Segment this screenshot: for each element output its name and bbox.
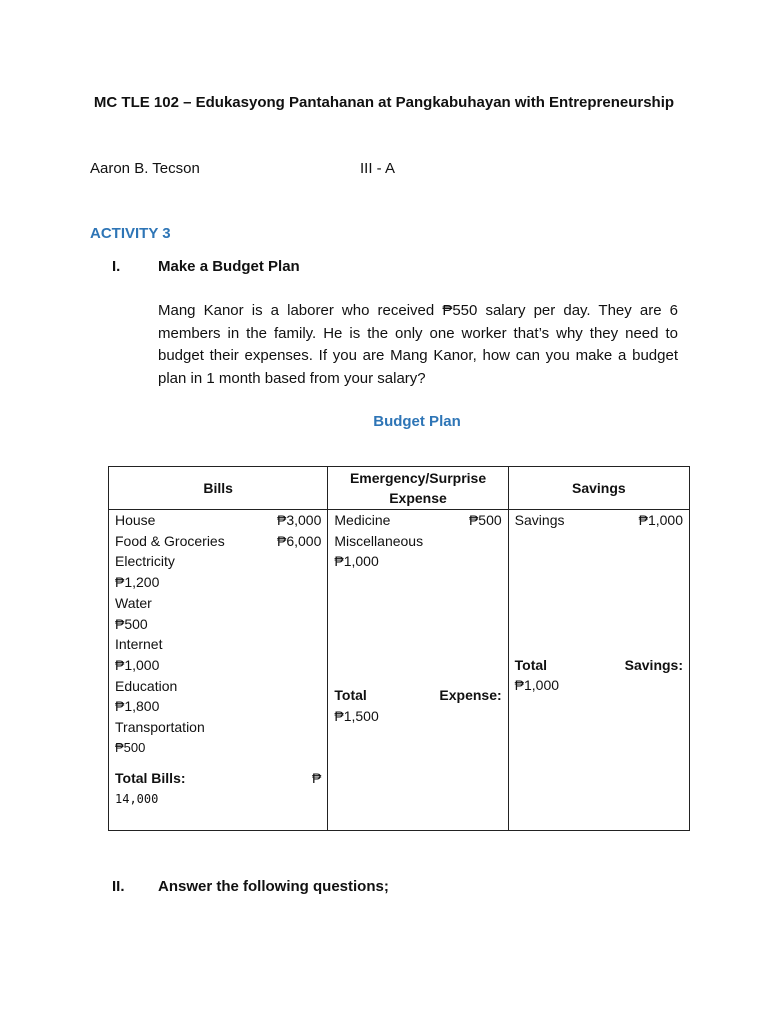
- part2-numeral: II.: [112, 878, 125, 895]
- bills-total-value: 14,000: [115, 792, 159, 807]
- bill-label: Internet: [115, 636, 163, 653]
- class-section: III - A: [360, 160, 396, 177]
- problem-paragraph: Mang Kanor is a laborer who received ₱550 salary per day. They are 6 members in the family. He is the only one worker that’s why they need to budget their expenses. If you are Mang Kanor, how can you make a budget plan in 1 month based from your salary?: [158, 302, 678, 387]
- emergency-amount: ₱1,000: [334, 553, 379, 570]
- bill-label: Transportation: [115, 719, 205, 736]
- bill-amount: ₱500: [115, 615, 148, 632]
- budget-plan-title: Budget Plan: [373, 413, 461, 430]
- bill-amount: ₱1,000: [115, 656, 160, 673]
- bill-label: Electricity: [115, 553, 175, 570]
- activity-heading: ACTIVITY 3: [90, 225, 171, 242]
- bill-amount: ₱1,800: [115, 698, 160, 715]
- bills-cell: [109, 510, 328, 831]
- bills-total: Total Bills: ₱: [115, 770, 322, 787]
- savings-cell: [508, 510, 689, 831]
- bill-label: Water: [115, 594, 152, 611]
- header-savings: Savings: [508, 467, 689, 510]
- document-title: MC TLE 102 – Edukasyong Pantahanan at Pangkabuhayan with Entrepreneurship: [93, 94, 675, 111]
- part2-heading: Answer the following questions;: [158, 878, 389, 895]
- student-name: Aaron B. Tecson: [90, 160, 200, 177]
- emergency-row: Medicine ₱500: [334, 512, 502, 528]
- header-emergency: Emergency/Surprise Expense: [328, 467, 508, 510]
- savings-row: Savings ₱1,000: [514, 512, 683, 528]
- bill-row: House ₱3,000: [115, 512, 322, 528]
- savings-total-value: ₱1,000: [514, 677, 560, 694]
- savings-total: Total Savings:: [514, 656, 683, 673]
- bill-row: Food & Groceries ₱6,000: [115, 532, 322, 549]
- budget-table: [108, 466, 690, 831]
- emergency-total-value: ₱1,500: [334, 707, 379, 724]
- bill-label: Education: [115, 677, 178, 694]
- header-bills: Bills: [109, 467, 328, 510]
- part1-heading: Make a Budget Plan: [158, 258, 300, 275]
- emergency-total: Total Expense:: [334, 687, 502, 704]
- bill-amount: ₱1,200: [115, 574, 160, 591]
- emergency-cell: [328, 510, 508, 831]
- bill-amount: ₱500: [115, 739, 146, 755]
- part1-numeral: I.: [112, 258, 121, 275]
- emergency-label: Miscellaneous: [334, 532, 424, 549]
